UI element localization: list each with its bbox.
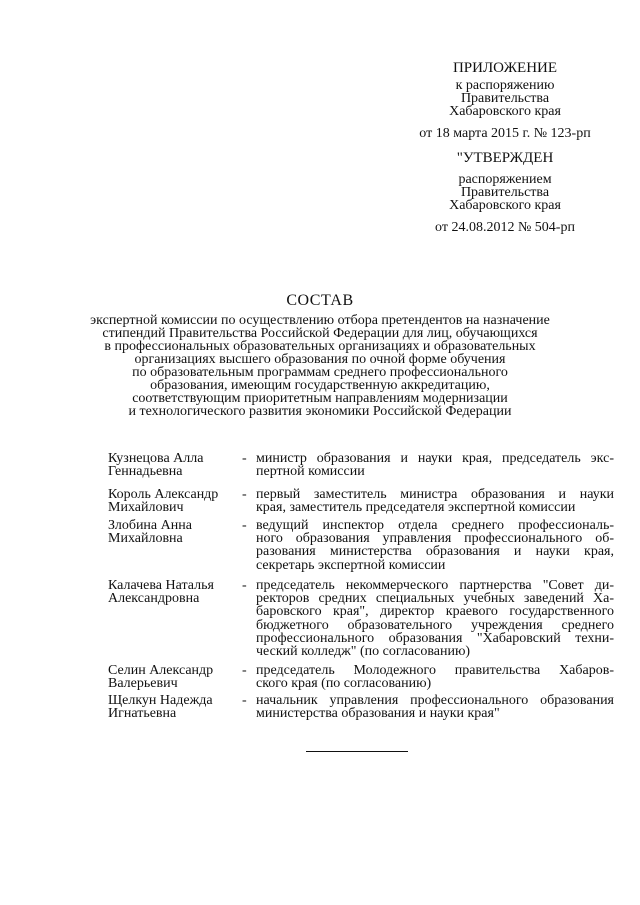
appendix-line: к распоряжению <box>455 78 555 93</box>
subtitle-line: стипендий Правительства Российской Федерации для лиц, обучающихся <box>102 326 538 341</box>
member-patronymic: Михайлович <box>108 500 184 516</box>
member-name <box>108 579 238 605</box>
approved-line: Хабаровского края <box>449 198 561 213</box>
role-line: председатель некоммерческого партнерства "Совет ди- <box>256 578 614 593</box>
member-name <box>108 519 238 545</box>
role-line: края, заместитель председателя экспертной комиссии <box>256 500 576 516</box>
member-role <box>256 579 614 658</box>
document-subtitle <box>80 314 560 418</box>
role-line: бюджетного образовательного учреждения среднего <box>256 617 614 633</box>
role-line: председатель Молодежного правительства Хабаров- <box>256 663 614 678</box>
subtitle-line: и технологического развития экономики Российской Федерации <box>128 404 512 419</box>
member-patronymic: Валерьевич <box>108 676 178 692</box>
role-line: ректоров средних специальных учебных заведений Ха- <box>256 591 614 607</box>
role-line: баровского края", директор краевого государственного <box>256 604 614 620</box>
member-patronymic: Геннадьевна <box>108 464 183 480</box>
subtitle-line: по образовательным программам среднего профессионального <box>132 365 508 380</box>
member-dash: - <box>242 487 247 502</box>
document-title: СОСТАВ <box>286 292 354 309</box>
member-role <box>256 452 614 478</box>
appendix-line: Правительства <box>460 91 550 106</box>
member-name <box>108 488 238 514</box>
appendix-date: от 18 марта 2015 г. № 123-рп <box>419 126 591 141</box>
subtitle-line: экспертной комиссии по осуществлению отбора претендентов на назначение <box>90 313 550 328</box>
member-surname: Король Александр <box>108 487 219 502</box>
member-dash: - <box>242 693 247 708</box>
member-patronymic: Игнатьевна <box>108 706 177 722</box>
approved-line: распоряжением <box>458 172 552 187</box>
closing-rule <box>306 751 408 752</box>
role-line: ведущий инспектор отдела среднего профессиональ- <box>256 518 614 533</box>
member-role <box>256 488 614 514</box>
role-line: министр образования и науки края, председатель экс- <box>256 451 614 466</box>
role-line: первый заместитель министра образования и науки <box>256 487 614 502</box>
member-patronymic: Александровна <box>108 591 200 607</box>
member-name <box>108 452 238 478</box>
member-dash: - <box>242 451 247 466</box>
member-dash: - <box>242 518 247 533</box>
appendix-line: Хабаровского края <box>449 104 561 119</box>
subtitle-line: в профессиональных образовательных организациях и образовательных <box>104 339 536 354</box>
appendix-block <box>385 62 625 140</box>
approved-block <box>385 152 625 234</box>
subtitle-line: соответствующим приоритетным направлениям модернизации <box>132 391 508 406</box>
member-role <box>256 664 614 690</box>
appendix-label: ПРИЛОЖЕНИЕ <box>452 60 558 76</box>
role-line: разования министерства образования и науки края, <box>256 544 614 560</box>
role-line: ного образования управления профессионального об- <box>256 531 614 547</box>
member-name <box>108 664 238 690</box>
approved-line: Правительства <box>460 185 550 200</box>
member-surname: Злобина Анна <box>108 518 192 533</box>
member-role <box>256 519 614 572</box>
approved-label: "УТВЕРЖДЕН <box>456 150 554 166</box>
member-name <box>108 694 238 720</box>
member-dash: - <box>242 578 247 593</box>
member-surname: Кузнецова Алла <box>108 451 204 466</box>
role-line: ского края (по согласованию) <box>256 676 432 692</box>
subtitle-line: организациях высшего образования по очной форме обучения <box>134 352 506 367</box>
role-line: ческий колледж" (по согласованию) <box>256 644 471 660</box>
member-surname: Калачева Наталья <box>108 578 214 593</box>
subtitle-line: образования, имеющим государственную аккредитацию, <box>150 378 490 393</box>
member-patronymic: Михайловна <box>108 531 183 547</box>
member-surname: Селин Александр <box>108 663 214 678</box>
role-line: профессионального образования "Хабаровский техни- <box>256 630 614 646</box>
role-line: министерства образования и науки края" <box>256 706 500 722</box>
member-surname: Щелкун Надежда <box>108 693 213 708</box>
role-line: начальник управления профессионального образования <box>256 693 614 708</box>
approved-date: от 24.08.2012 № 504-рп <box>435 220 575 235</box>
role-line: секретарь экспертной комиссии <box>256 557 446 573</box>
role-line: пертной комиссии <box>256 464 365 480</box>
member-role <box>256 694 614 720</box>
member-dash: - <box>242 663 247 678</box>
